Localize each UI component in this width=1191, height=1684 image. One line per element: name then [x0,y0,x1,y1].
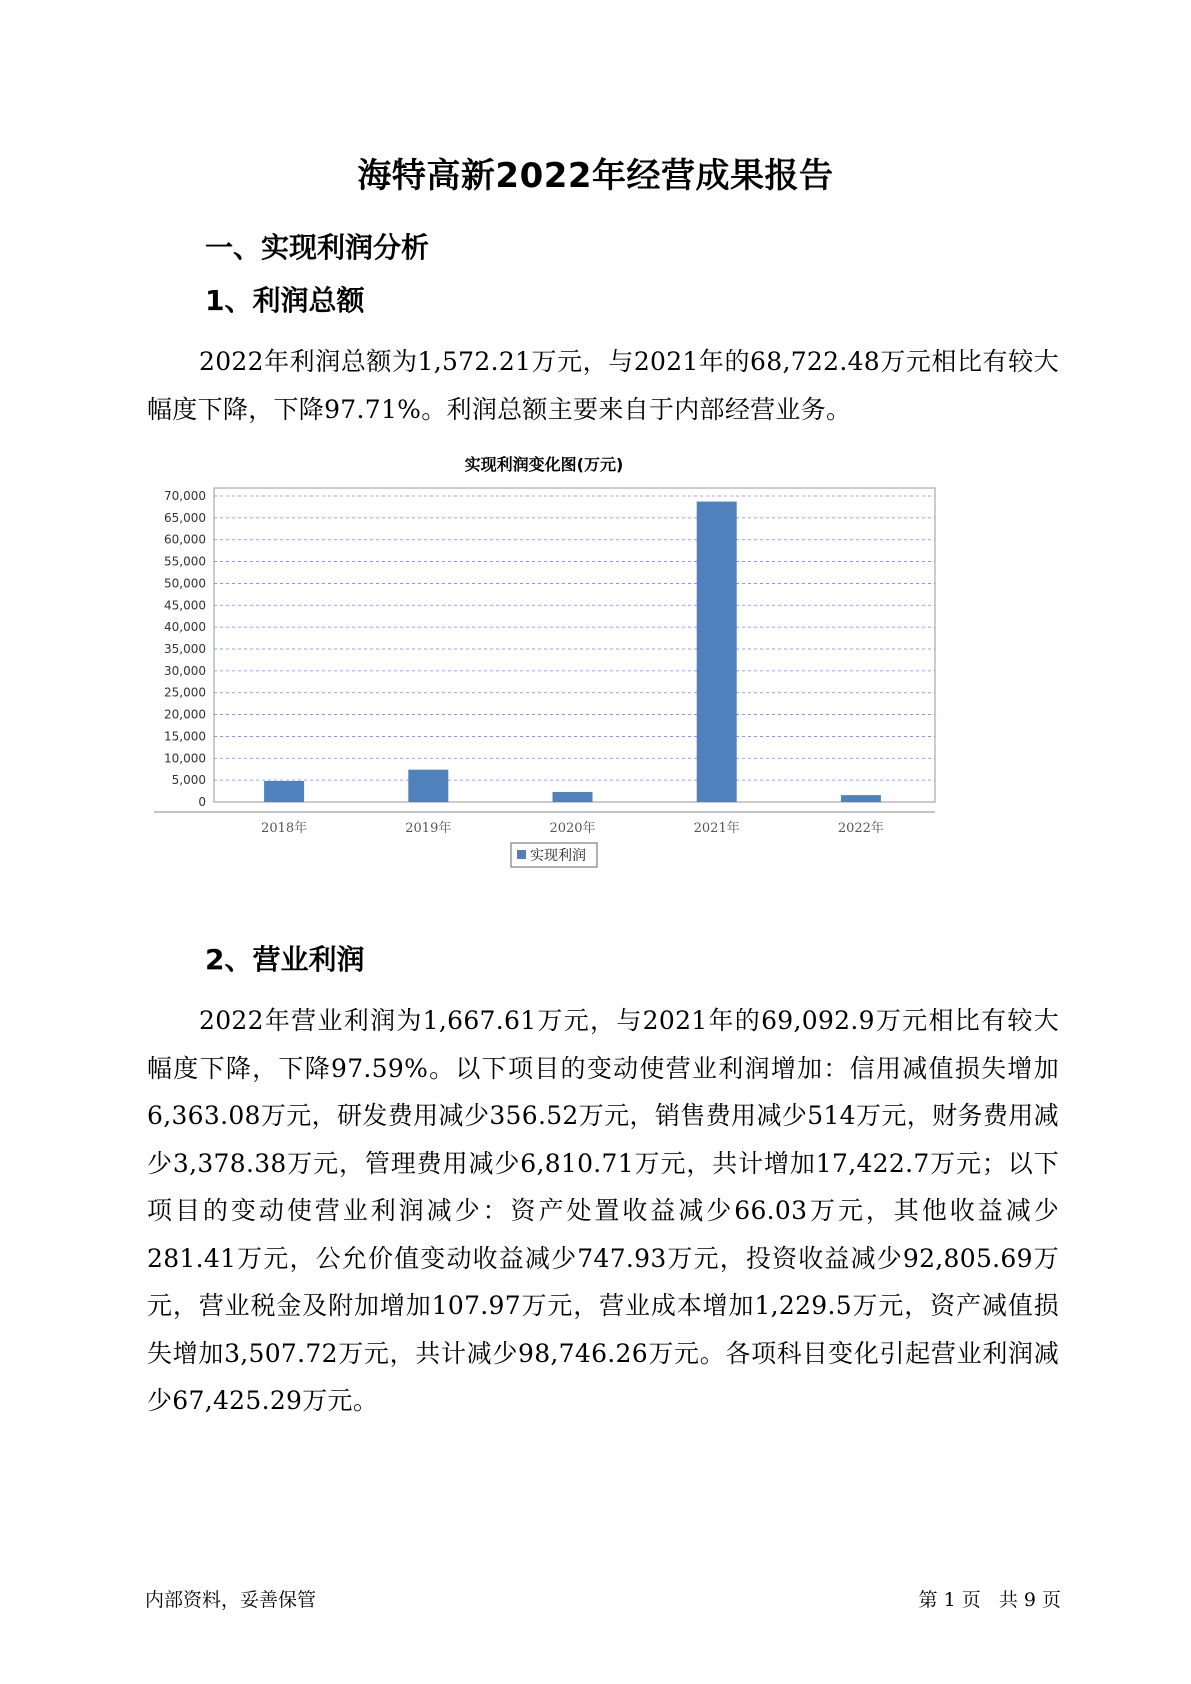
chart-title: 实现利润变化图(万元) [464,455,624,474]
y-tick-label: 45,000 [164,598,206,613]
footer-page-number: 第 1 页 共 9 页 [918,1589,1061,1611]
x-tick-label: 2020年 [549,821,596,836]
y-tick-label: 5,000 [171,773,206,788]
y-tick-label: 30,000 [164,663,206,678]
chart-x-axis-ticks [261,820,884,836]
y-tick-label: 65,000 [164,510,206,525]
y-tick-label: 50,000 [164,576,206,591]
chart-gridlines [154,488,935,812]
y-tick-label: 15,000 [164,729,206,744]
paragraph-total-profit: 2022年利润总额为1,572.21万元，与2021年的68,722.48万元相比有较大幅度下降，下降97.71%。利润总额主要来自于内部经营业务。 [147,347,1059,424]
paragraph-operating-profit: 2022年营业利润为1,667.61万元，与2021年的69,092.9万元相比有较大幅度下降，下降97.59%。以下项目的变动使营业利润增加：信用减值损失增加6,363.08万元，研发费用减少356.52万元，销售费用减少514万元，财务费用减少3,378.38万元，管理费用减少6,810.71万元，共计增加17,422.7万元；以下项目的变动使营业利润减少：资产处置收益减少66.03万元，其他收益减少281.41万元，公允价值变动收益减少747.93万元，投资收益减少92,805.69万元，营业税金及附加增加107.97万元，营业成本增加1,229.5万元，资产减值损失增加3,507.72万元，共计减少98,746.26万元。各项科目变化引起营业利润减少67,425.29万元。 [147,1006,1059,1415]
profit-bar-chart [140,450,1060,920]
y-tick-label: 0 [198,795,206,809]
chart-bar [553,792,593,802]
chart-canvas [140,450,1060,950]
footer-confidential-note: 内部资料，妥善保管 [145,1589,317,1611]
y-tick-label: 20,000 [164,707,206,722]
y-tick-label: 35,000 [164,642,206,656]
y-tick-label: 25,000 [164,685,206,700]
y-tick-label: 55,000 [164,554,206,569]
x-tick-label: 2022年 [837,821,884,836]
y-tick-label: 60,000 [164,532,206,547]
page-title: 海特高新2022年经营成果报告 [357,156,834,196]
subheading-total-profit: 1、利润总额 [205,284,365,317]
y-tick-label: 70,000 [164,489,206,503]
chart-bar [264,781,304,802]
section-heading-profit-analysis: 一、实现利润分析 [205,231,430,264]
subheading-operating-profit: 2、营业利润 [205,943,365,976]
legend-swatch [517,850,526,859]
y-tick-label: 40,000 [164,620,206,635]
legend-label: 实现利润 [530,848,586,864]
chart-bar [841,795,881,802]
x-tick-label: 2018年 [261,821,308,836]
chart-bars [264,502,881,802]
chart-plot-frame [214,488,935,802]
chart-bar [697,502,737,802]
x-tick-label: 2019年 [405,821,452,836]
chart-bar [408,770,448,802]
chart-legend [511,843,597,867]
y-tick-label: 10,000 [164,751,206,766]
chart-y-axis-ticks [164,489,206,809]
x-tick-label: 2021年 [693,821,740,836]
